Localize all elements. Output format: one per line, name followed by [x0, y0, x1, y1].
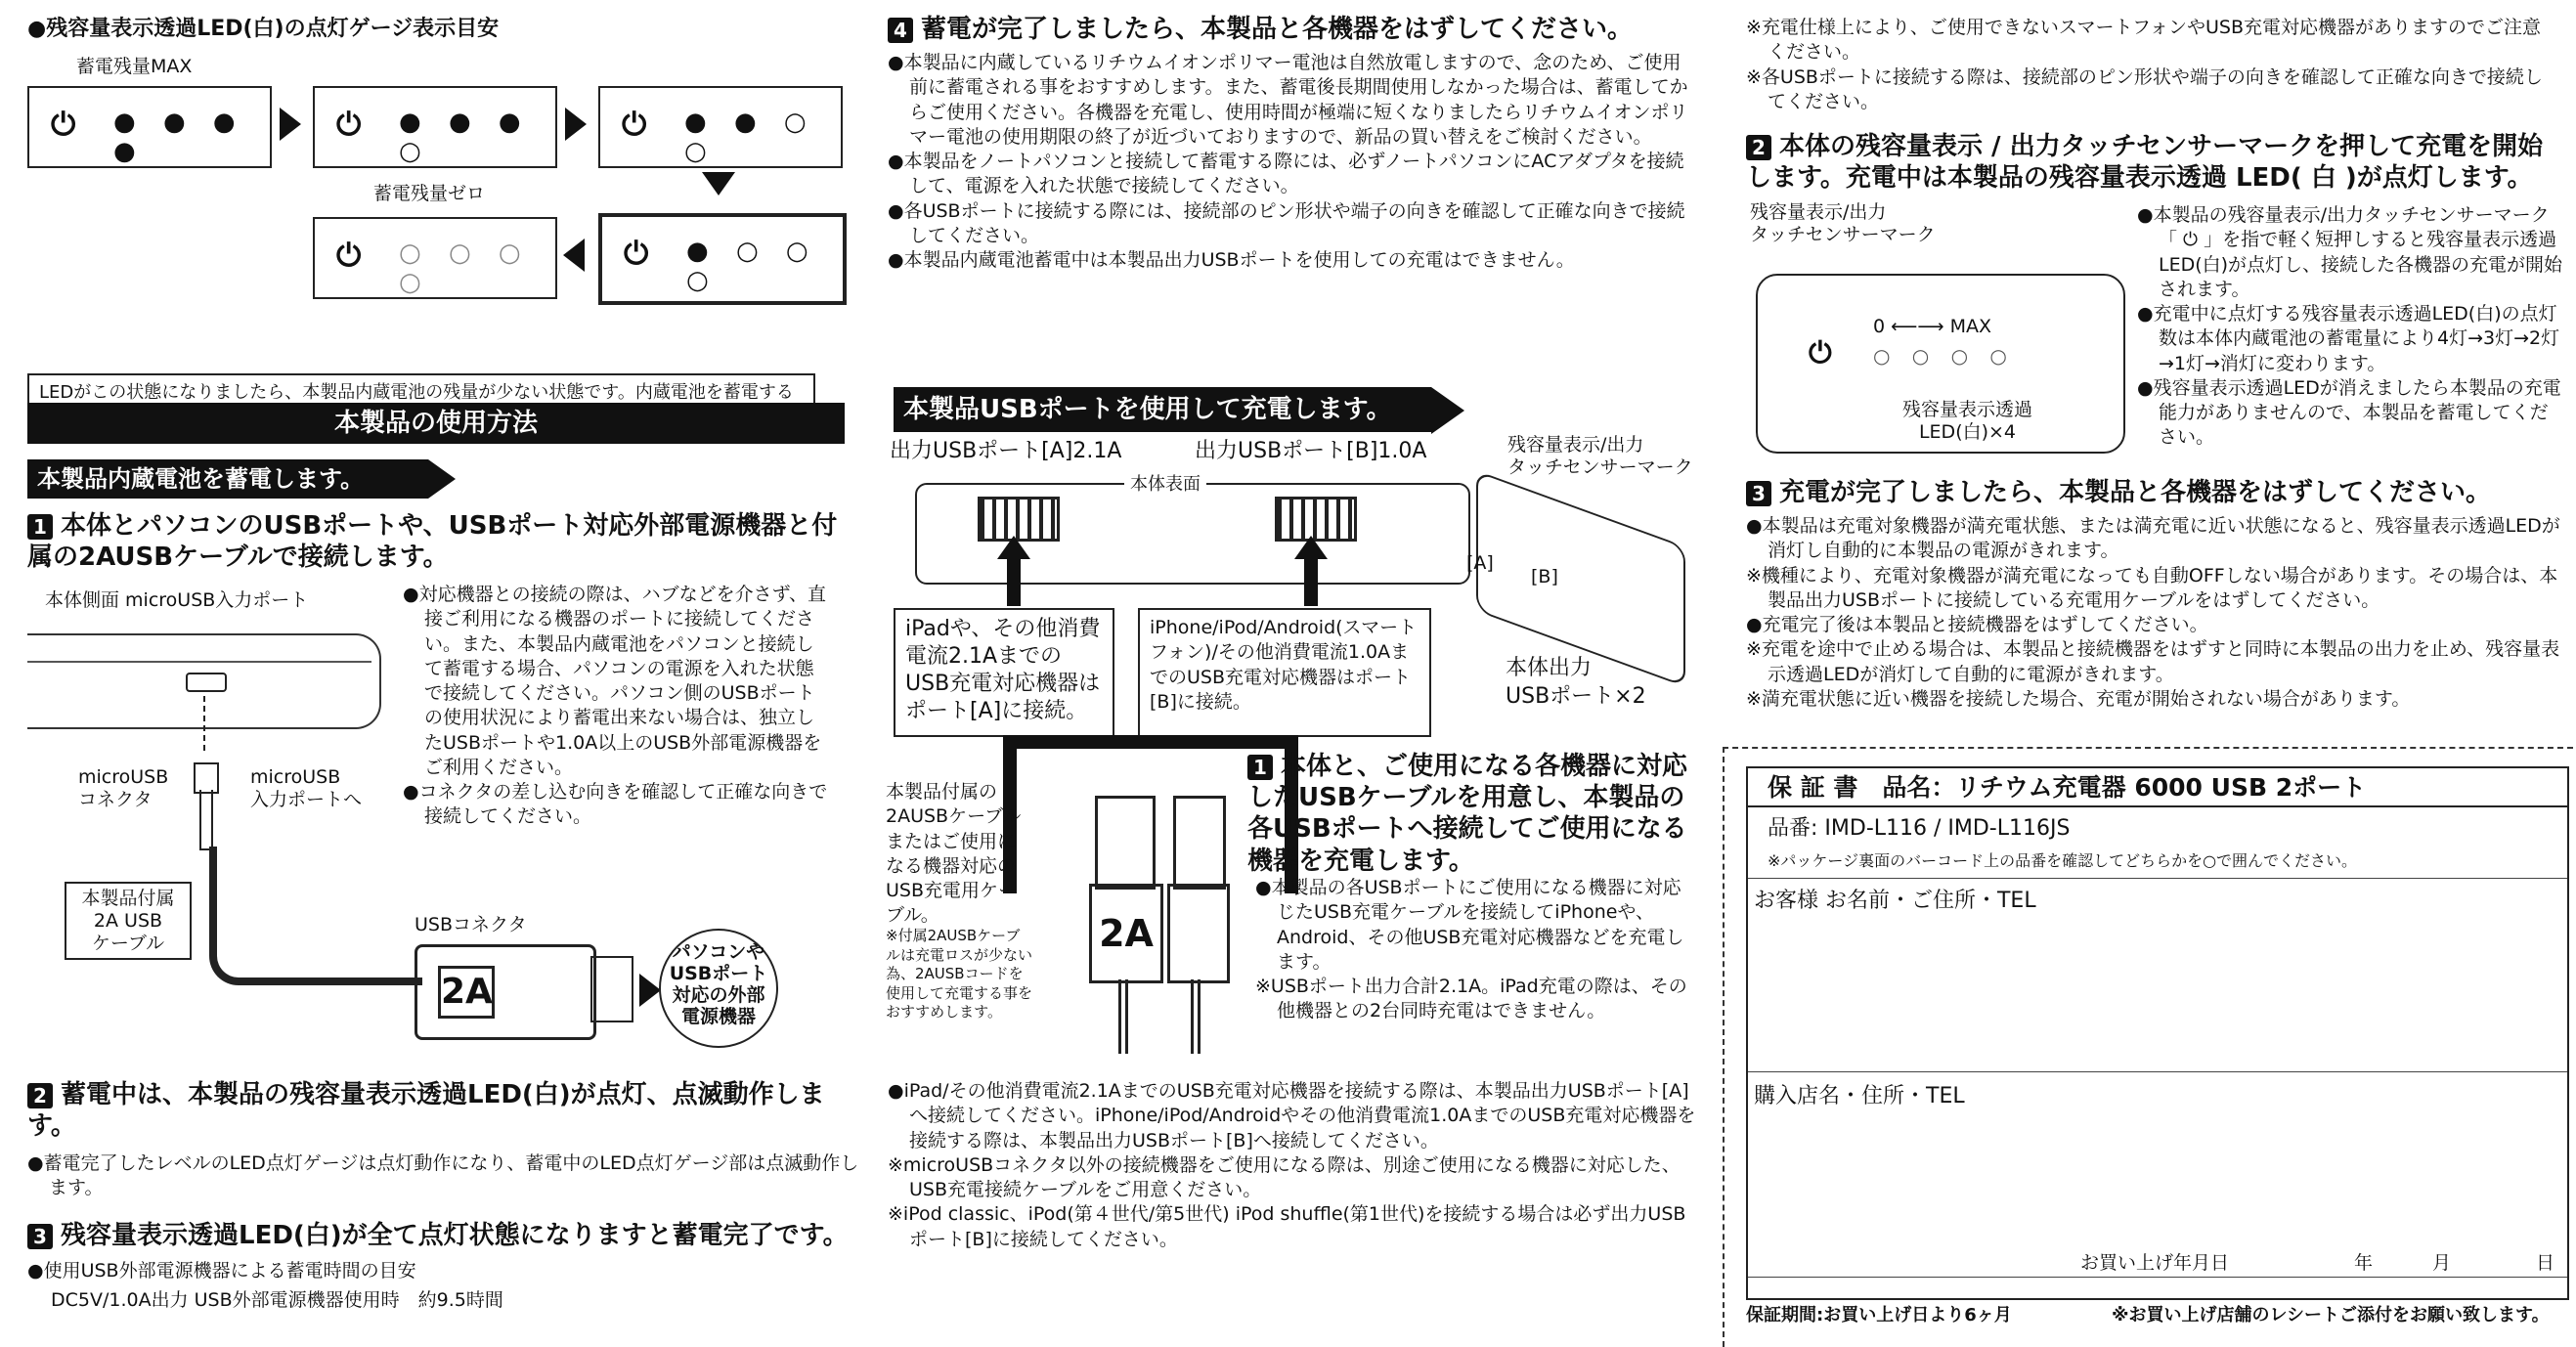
step2-title: 蓄電中は、本製品の残容量表示透過LED(白)が点灯、点滅動作します。 [27, 1080, 825, 1142]
step2-note: ●蓄電完了したレベルのLED点灯ゲージは点灯動作になり、蓄電中のLED点灯ゲージ部は点滅動作します。 [27, 1152, 859, 1199]
arrow-right-icon [565, 108, 587, 141]
arrow-left-icon [563, 239, 585, 272]
charge-section-bar: 本製品内蔵電池を蓄電します。 [27, 459, 428, 499]
step-number: 2 [27, 1083, 53, 1108]
arrow-up-icon [1294, 536, 1328, 559]
led-state-2 [598, 86, 843, 168]
power-icon: ⏻ [51, 106, 76, 143]
month-label: 月 [2432, 1252, 2452, 1274]
divider [1748, 1277, 2567, 1278]
step1-heading [27, 510, 839, 573]
step-number: 3 [27, 1224, 53, 1249]
arrow-right-icon [639, 974, 661, 1007]
arrow-right-icon [280, 108, 301, 141]
bullet-item: ●本製品をノートパソコンと接続して蓄電する際には、必ずノートパソコンにACアダプタを接続して、電源を入れた状態で接続してください。 [888, 151, 1684, 197]
step-number: 3 [1746, 481, 1771, 506]
micro-connector-label: microUSB コネクタ [78, 766, 169, 810]
warranty-card [1746, 766, 2569, 1300]
bullet-item: ●本製品の残容量表示/出力タッチセンサーマーク「 ⏻ 」を指で軽く短押しすると残容量表示透過LED(白)が点灯し、接続した各機器の充電が開始されます。 [2137, 204, 2563, 300]
shop-label: 購入店名・住所・TEL [1754, 1084, 1965, 1108]
step-number: 1 [1247, 755, 1273, 780]
port-a-side: [A] [1466, 552, 1494, 574]
note-item: ●充電完了後は本製品と接続機器をはずしてください。 [1746, 614, 2208, 636]
step-number: 2 [1746, 135, 1771, 160]
warranty-period: 保証期間:お買い上げ日より6ヶ月 [1746, 1305, 2012, 1325]
note-item: ※満充電状態に近い機器を接続した場合、充電が開始されない場合があります。 [1746, 687, 2411, 710]
purchase-date-label: お買い上げ年月日 [2080, 1252, 2230, 1274]
arrow-down-icon [702, 172, 735, 196]
right-step2-bullets [2137, 203, 2563, 451]
led-state-0 [313, 217, 557, 299]
note-item: ●iPad/その他消費電流2.1AまでのUSB充電対応機器を接続する際は、本製品出力USBポート[A]へ接続してください。iPhone/iPod/Androidやその他消費電流1.0AまでのUSB充電対応機器を接続する際は、本製品出力USBポート[B]へ接続してください。 [888, 1080, 1696, 1151]
cable-caption: 本製品付属の2AUSBケーブルまたはご使用になる機器対応のUSB充電用ケーブル。 [886, 781, 1022, 927]
note-item: ※充電仕様上により、ご使用できないスマートフォンやUSB充電対応機器がありますのでご注意ください。 [1746, 17, 2542, 64]
led-dots: ● ● ● ● [113, 108, 245, 166]
cable-join [1003, 735, 1298, 749]
usage-title: 本製品の使用方法 [27, 403, 845, 444]
bullet-item: ●本製品内蔵電池蓄電中は本製品出力USBポートを使用しての充電はできません。 [888, 249, 1575, 272]
led-dots: ○ ○ ○ ○ [1873, 344, 2015, 368]
step-number: 1 [27, 514, 53, 540]
low-battery-warning: LEDがこの状態になりましたら、本製品内蔵電池の残量が少ない状態です。内蔵電池を蓄電する [27, 373, 815, 434]
step4-heading [888, 14, 1699, 45]
step4-bullets [888, 51, 1699, 273]
usb-bottom-notes [888, 1079, 1699, 1252]
bullet-item: ●本製品の各USBポートにご使用になる機器に対応じたUSB充電ケーブルを接続してiPhoneや、Android、その他USB充電対応機器などを充電します。 [1255, 877, 1684, 973]
bullet-item: ●充電中に点灯する残容量表示透過LED(白)の点灯数は本体内蔵電池の蓄電量により4灯→3灯→2灯→1灯→消灯に変わります。 [2137, 303, 2560, 374]
receipt-note: ※お買い上げ店舗のレシートご添付をお願い致します。 [2112, 1305, 2550, 1325]
led-state-1 [598, 213, 847, 305]
pc-power-source: パソコンや USBポート 対応の外部 電源機器 [659, 929, 778, 1048]
power-icon: ⏻ [336, 106, 362, 143]
step4-title: 蓄電が完了しましたら、本製品と各機器をはずしてください。 [921, 15, 1634, 44]
touch-sensor-label: 残容量表示/出力 タッチセンサーマーク [1507, 434, 1693, 478]
customer-label: お客様 お名前・ご住所・TEL [1754, 889, 2036, 913]
step1-title: 本体とパソコンのUSBポートや、USBポート対応外部電源機器と付属の2AUSBケーブルで接続します。 [27, 511, 838, 573]
step3-heading [27, 1220, 849, 1251]
right-step3-heading [1746, 477, 2565, 508]
max-label: 蓄電残量MAX [76, 56, 193, 77]
gauge-title: ●残容量表示透過LED(白)の点灯ゲージ表示目安 [27, 17, 500, 41]
output-ports-label: 本体出力 USBポート×2 [1506, 656, 1646, 709]
note-item: ●本製品は充電対象機器が満充電状態、または満充電に近い状態になると、残容量表示透過LEDが消灯し自動的に本製品の電源がきれます。 [1746, 515, 2560, 562]
cable-small-note: ※付属2AUSBケーブルは充電ロスが少ない為、2AUSBコードを使用して充電する事をおすすめします。 [886, 927, 1033, 1021]
led-dots: ○ ○ ○ ○ [399, 239, 531, 297]
note-item: ※microUSBコネクタ以外の接続機器をご使用になる際は、別途ご使用になる機器に対応した、USB充電接続ケーブルをご用意ください。 [888, 1153, 1681, 1201]
usb-section-bar: 本製品USBポートを使用して充電します。 [894, 387, 1431, 432]
device-edge-line [27, 661, 371, 663]
step-number: 4 [888, 18, 913, 43]
led-dots: ● ○ ○ ○ [686, 237, 818, 295]
bullet-item: ●本製品に内蔵しているリチウムイオンポリマー電池は自然放電しますので、念のため、ご使用前に蓄電される事をおすすめします。また、蓄電後長期間使用しなかった場合は、蓄電してからご使用ください。各機器を充電し、使用時間が極端に短くなりましたらリチウムイオンポリマー電池の使用期限の終了が近づいておりますので、新品の買い替えをご検討ください。 [888, 52, 1688, 148]
warranty-title: 保 証 書 品名：リチウム充電器 6000 USB 2ポート [1748, 768, 2567, 807]
micro-input-label: microUSB 入力ポートへ [250, 766, 363, 810]
step2-heading [27, 1079, 839, 1142]
cable-plug-b [1173, 796, 1226, 890]
cable-label: 本製品付属 2A USB ケーブル [65, 882, 192, 960]
body-surface-label: 本体表面 [1124, 473, 1206, 497]
bullet-item: ●各USBポートに接続する際には、接続部のピン形状や端子の向きを確認して正確な向きで接続してください。 [888, 199, 1685, 246]
cable-plug-a [1095, 796, 1156, 890]
year-label: 年 [2354, 1252, 2374, 1274]
power-icon: ⏻ [1809, 336, 1832, 370]
bullet-item: ●残容量表示透過LEDが消えましたら本製品の充電能力がありませんので、本製品を蓄電してください。 [2137, 376, 2561, 449]
right-step2-title: 本体の残容量表示 / 出力タッチセンサーマークを押して充電を開始します。充電中は本製品の残容量表示透過 LED( 白 )が点灯します。 [1746, 132, 2544, 194]
step3-note-2: DC5V/1.0A出力 USB外部電源機器使用時 約9.5時間 [51, 1289, 503, 1311]
model-note: ※パッケージ裏面のバーコード上の品番を確認してどちらかを○で囲んでください。 [1768, 851, 2358, 870]
step3-note-1: ●使用USB外部電源機器による蓄電時間の目安 [27, 1260, 416, 1282]
cable-2a-mark: 2A [1089, 884, 1163, 983]
led-state-3 [313, 86, 557, 168]
led-dots: ● ● ● ○ [399, 108, 531, 166]
led-state-4 [27, 86, 272, 168]
arrow-up-icon [997, 536, 1030, 559]
cable-connector-b [1167, 884, 1230, 983]
port-b-box: iPhone/iPod/Android(スマートフォン)/その他消費電流1.0AまでのUSB充電対応機器はポート[B]に接続。 [1138, 608, 1431, 737]
bullet-item: ●対応機器との接続の際は、ハブなどを介さず、直接ご利用になる機器のポートに接続してください。また、本製品内蔵電池をパソコンと接続して蓄電する場合、パソコンの電源を入れた状態で接続してください。パソコン側のUSBポートの使用状況により蓄電出来ない場合は、独立したUSBポートや1.0A以上のUSB外部電源機器をご利用ください。 [403, 584, 827, 778]
usb-step1-heading [1247, 751, 1697, 877]
right-step3-title: 充電が完了しましたら、本製品と各機器をはずしてください。 [1779, 478, 2492, 507]
step3-title: 残容量表示透過LED(白)が全て点灯状態になりますと蓄電完了です。 [61, 1221, 849, 1250]
power-icon: ⏻ [622, 106, 647, 143]
zero-max-label: 0 ⟵⟶ MAX [1873, 316, 1992, 337]
left-column [0, 0, 859, 1345]
usb-plug [590, 956, 633, 1022]
right-column [1746, 0, 2567, 1345]
day-label: 日 [2536, 1252, 2555, 1274]
zero-label: 蓄電残量ゼロ [373, 183, 486, 204]
model-number: 品番: IMD-L116 / IMD-L116JS [1768, 816, 2071, 841]
middle-column [880, 0, 1711, 1345]
note-item: ※充電を途中で止める場合は、本製品と接続機器をはずすと同時に本製品の出力を止め、残容量表示透過LEDが消灯して自動的に電源がきれます。 [1746, 638, 2560, 685]
led-caption: 残容量表示透過 LED(白)×4 [1902, 399, 2033, 443]
usb-step1-title: 本体と、ご使用になる各機器に対応したUSBケーブルを用意し、本製品の各USBポートへ接続してご使用になる機器を充電します。 [1247, 752, 1688, 876]
touch-sensor-label: 残容量表示/出力 タッチセンサーマーク [1750, 201, 1936, 245]
cable-cord-a [1118, 979, 1128, 1054]
microusb-port [186, 673, 227, 692]
port-a-label: 出力USBポート[A]2.1A [890, 439, 1122, 463]
bullet-item: ●コネクタの差し込む向きを確認して正確な向きで接続してください。 [403, 781, 828, 828]
cable-2a-mark: 2A [438, 966, 495, 1019]
connection-guide [203, 696, 205, 751]
port-a-box: iPadや、その他消費電流2.1AまでのUSB充電対応機器はポート[A]に接続。 [894, 608, 1114, 737]
divider [1748, 1071, 2567, 1072]
bullet-item: ※USBポート出力合計2.1A。iPad充電の際は、その他機器との2台同時充電はできません。 [1255, 976, 1687, 1022]
usb-step1-bullets [1255, 876, 1691, 1024]
top-notes [1746, 16, 2557, 114]
cable-body [199, 790, 213, 850]
cable-cord-b [1191, 979, 1201, 1054]
divider [1748, 878, 2567, 879]
step1-bullets [403, 583, 829, 830]
port-b-side: [B] [1531, 566, 1558, 587]
port-b-label: 出力USBポート[B]1.0A [1195, 439, 1427, 463]
led-dots: ● ● ○ ○ [684, 108, 816, 166]
note-item: ※iPod classic、iPod(第４世代/第5世代) iPod shuffle(第1世代)を接続する場合は必ず出力USBポート[B]に接続してください。 [888, 1203, 1686, 1250]
power-icon: ⏻ [336, 237, 362, 274]
power-icon: ⏻ [624, 235, 649, 272]
note-item: ※各USBポートに接続する際は、接続部のピン形状や端子の向きを確認して正確な向きで接続してください。 [1746, 65, 2543, 112]
right-step3-notes [1746, 514, 2565, 712]
usb-connector-label: USBコネクタ [415, 914, 527, 935]
note-item: ※機種により、充電対象機器が満充電になっても自動OFFしない場合があります。その場合は、本製品出力USBポートに接続している充電用ケーブルをはずしてください。 [1746, 564, 2558, 611]
side-port-label: 本体側面 microUSB入力ポート [45, 589, 309, 611]
right-step2-heading [1746, 131, 2565, 194]
cable-curve [209, 847, 422, 985]
